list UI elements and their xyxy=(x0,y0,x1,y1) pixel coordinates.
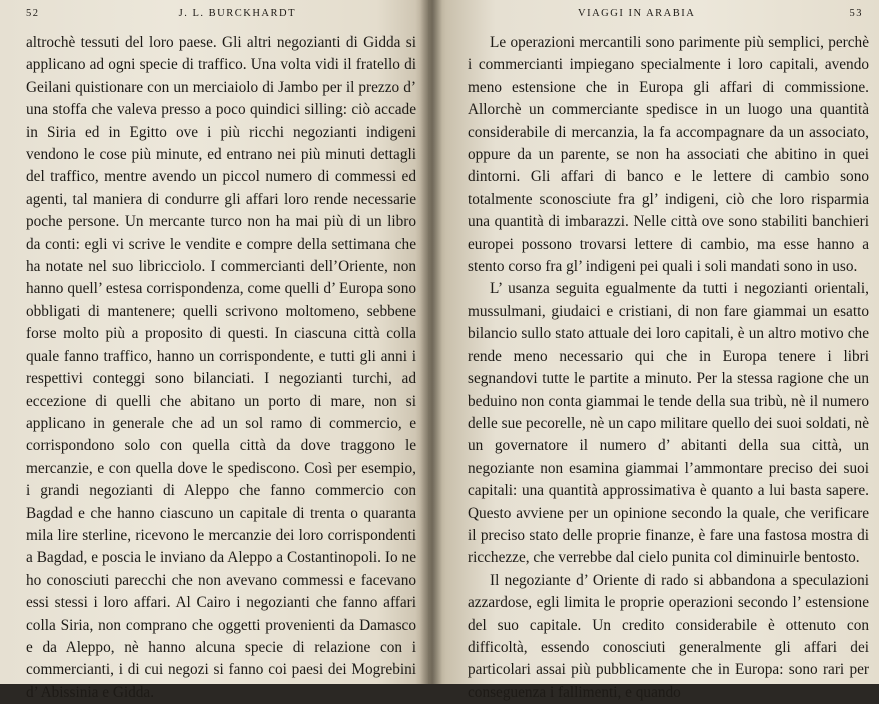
right-paragraph-3: Il negoziante d’ Oriente di rado si abbandona a speculazioni azzardose, egli limita le proprie operazioni secondo l’ estensione del suo capitale. Un credito considerabile è ottenuto con difficoltà, essendo conosciuti generalmente gli affari dei particolari assai più pubblicamente che in Europa: sono rari per conseguenza i fallimenti, e quando xyxy=(468,571,869,701)
left-running-head xyxy=(26,8,416,22)
right-running-title: VIAGGI IN ARABIA xyxy=(578,8,696,19)
right-running-head xyxy=(468,8,869,22)
left-paragraph-1: altrochè tessuti del loro paese. Gli altri negozianti di Gidda si applicano ad ogni specie di traffico. Una volta vidi il fratello di Geilani quistionare con un merciaiolo di Jambo per il prezzo d’ una stoffa che valeva presso a poco quindici silling: ciò accade in Siria ed in Egitto ove i più ricchi negozianti indigeni vendono le cose più minute, ed entrano nei più minuti dettagli del traffico, mentre avendo un piccol numero di commessi ed agenti, tal maniera di condurre gli affari loro rende necessarie poche persone. Un mercante turco non ha mai più di un libro da conti: egli vi scrive le vendite e compre della settimana che ha notate nel suo libricciolo. I commercianti dell’Oriente, non hanno quell’ estesa corrispondenza, come quelli d’ Europa sono obbligati di mantenere; quelli scrivono moltomeno, sebbene forse molto più a proposito di questi. In ciascuna città colla quale fanno traffico, hanno un corrispondente, e tutti gli anni i respettivi conteggi sono bilanciati. I negozianti turchi, ad eccezione di quelli che abitano un porto di mare, non si applicano in generale che ad un sol ramo di commercio, e corrispondono solo con quella città da dove traggono le mercanzie, e con quella dove le spediscono. Così per esempio, i grandi negozianti di Aleppo che fanno commercio con Bagdad e che hanno ciascuno un capitale di trenta o quaranta mila lire sterline, ricevono le mercanzie dei loro corrispondenti a Bagdad, e poscia le inviano da Aleppo a Costantinopoli. Io ne ho conosciuti parecchi che non avevano commessi e facevano essi stessi i loro affari. Al Cairo i negozianti che fanno affari colla Siria, non comprano che oggetti provenienti da Damasco e da Aleppo, nè hanno alcuna specie di relazione con i commercianti, i di cui negozi si fanno coi paesi dei Mogrebini d’ Abissinia e Gidda. xyxy=(26,34,416,701)
left-page xyxy=(0,0,428,701)
right-page xyxy=(428,0,879,701)
left-page-number: 52 xyxy=(26,8,40,19)
right-paragraph-1: Le operazioni mercantili sono parimente più semplici, perchè i commercianti impiegano specialmente i loro capitali, avendo meno estensione che in Europa gli affari di commissione. Allorchè un commerciante spedisce in un luogo una quantità considerabile di mercanzia, la fa accompagnare da un associato, oppure da un parente, se non ha associati che abitino in quei dintorni. Gli affari di banco e le lettere di cambio sono totalmente sconosciute fra gl’ indigeni, ciò che loro risparmia una quantità di imbarazzi. Nelle città ove sono stabiliti banchieri europei possono trovarsi lettere di cambio, ma esse hanno a stento corso fra gl’ indigeni pei quali i soli mandati sono in uso. xyxy=(468,34,869,276)
right-paragraph-2: L’ usanza seguita egualmente da tutti i negozianti orientali, mussulmani, giudaici e cristiani, di non fare giammai un esatto bilancio sullo stato attuale dei loro capitali, è un altro motivo che rende meno necessario qui che in Europa tenere i libri segnandovi tutte le partite a minuto. Per la stessa ragione che un beduino non conta giammai le tende della sua tribù, nè il numero delle sue pecorelle, nè un capo militare quello dei suoi soldati, nè un governatore il numero d’ abitanti della sua città, un negoziante non esamina giammai l’ammontare preciso dei suoi capitali: una quantità approssimativa è quanto a lui basta sapere. Questo avviene per un opinione secondo la quale, che verificare il preciso stato delle proprie finanze, è fare una fastosa mostra di ricchezze, che verrebbe dal cielo punita col diminuirle bentosto. xyxy=(468,280,869,567)
left-running-title: J. L. BURCKHARDT xyxy=(178,8,296,19)
left-body-text xyxy=(26,32,416,704)
right-body-text xyxy=(468,32,869,704)
right-page-number: 53 xyxy=(849,8,863,19)
